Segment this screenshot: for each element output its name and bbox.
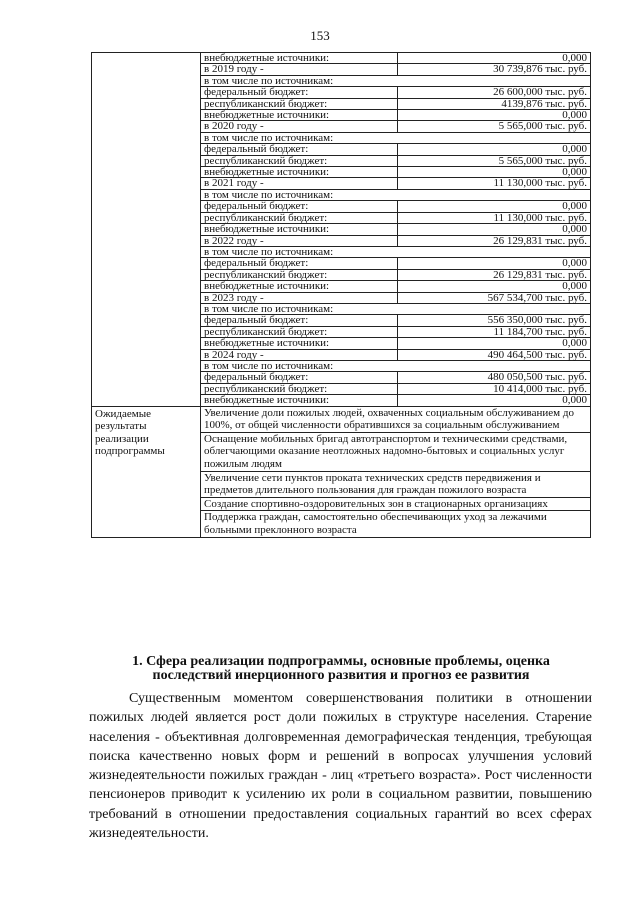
funding-label: республиканский бюджет: [201,326,398,337]
funding-value: 567 534,700 тыс. руб. [398,292,591,303]
funding-label: в 2019 году - [201,64,398,75]
funding-value: 0,000 [398,395,591,406]
funding-label: федеральный бюджет: [201,258,398,269]
funding-label: федеральный бюджет: [201,87,398,98]
funding-value: 480 050,500 тыс. руб. [398,372,591,383]
funding-value: 0,000 [398,110,591,121]
funding-label: федеральный бюджет: [201,201,398,212]
funding-value: 26 600,000 тыс. руб. [398,87,591,98]
funding-value: 11 184,700 тыс. руб. [398,326,591,337]
funding-value: 0,000 [398,53,591,64]
funding-value: 490 464,500 тыс. руб. [398,349,591,360]
funding-label: внебюджетные источники: [201,281,398,292]
funding-value: 4139,876 тыс. руб. [398,98,591,109]
funding-label: республиканский бюджет: [201,269,398,280]
funding-label: в 2022 году - [201,235,398,246]
funding-label: республиканский бюджет: [201,155,398,166]
funding-label: республиканский бюджет: [201,383,398,394]
funding-label: федеральный бюджет: [201,372,398,383]
funding-label: в том числе по источникам: [201,246,591,257]
funding-label: внебюджетные источники: [201,338,398,349]
funding-label: федеральный бюджет: [201,144,398,155]
funding-label: в том числе по источникам: [201,189,591,200]
funding-value: 11 130,000 тыс. руб. [398,178,591,189]
blank-side-cell [92,53,201,407]
funding-value: 30 739,876 тыс. руб. [398,64,591,75]
expected-result-item: Увеличение сети пунктов проката технических средств передвижения и предметов длительного пользования для граждан пожилого возраста [201,471,591,497]
funding-label: внебюджетные источники: [201,395,398,406]
funding-label: в том числе по источникам: [201,303,591,314]
funding-value: 0,000 [398,201,591,212]
funding-value: 0,000 [398,144,591,155]
expected-results-label: Ожидаемые результаты реализации подпрограммы [92,406,201,537]
funding-label: в том числе по источникам: [201,360,591,371]
funding-label: республиканский бюджет: [201,212,398,223]
funding-label: в том числе по источникам: [201,132,591,143]
funding-label: в 2021 году - [201,178,398,189]
funding-value: 26 129,831 тыс. руб. [398,269,591,280]
funding-label: внебюджетные источники: [201,53,398,64]
funding-value: 0,000 [398,167,591,178]
body-paragraph: Существенным моментом совершенствования политики в отношении пожилых людей является рост доли пожилых в структуре населения. Старение населения - объективная долговременная демографическая тенденция, требующая поиска качественно новых форм и решений в вопросах улучшения условий жизнедеятельности пожилых граждан - лиц «третьего возраста». Рост численности пенсионеров приводит к усилению их роли в социальном развитии, повышению требований в отношении предоставления социальных гарантий во всех сферах жизнедеятельности. [89,691,592,842]
funding-value: 26 129,831 тыс. руб. [398,235,591,246]
expected-result-item: Увеличение доли пожилых людей, охваченных социальным обслуживанием до 100%, от общей численности обратившихся за социальным обслуживанием [201,406,591,432]
funding-label: внебюджетные источники: [201,224,398,235]
funding-value: 5 565,000 тыс. руб. [398,155,591,166]
expected-result-item: Поддержка граждан, самостоятельно обеспечивающих уход за лежачими больными преклонного возраста [201,511,591,537]
funding-value: 0,000 [398,224,591,235]
funding-value: 0,000 [398,258,591,269]
funding-label: в 2020 году - [201,121,398,132]
funding-label: в том числе по источникам: [201,75,591,86]
result-row [92,406,591,432]
funding-label: в 2024 году - [201,349,398,360]
section-heading: 1. Сфера реализации подпрограммы, основные проблемы, оценка последствий инерционного развития и прогноз ее развития [132,654,550,683]
funding-table [91,52,591,538]
funding-label: республиканский бюджет: [201,98,398,109]
expected-result-item: Создание спортивно-оздоровительных зон в стационарных организациях [201,497,591,511]
page-number: 153 [310,28,330,43]
funding-label: внебюджетные источники: [201,110,398,121]
funding-label: внебюджетные источники: [201,167,398,178]
funding-value: 0,000 [398,281,591,292]
funding-value: 11 130,000 тыс. руб. [398,212,591,223]
expected-result-item: Оснащение мобильных бригад автотранспортом и техническими средствами, облегчающими оказание неотложных надомно-бытовых и социальных услуг пожилым людям [201,432,591,471]
funding-value: 0,000 [398,338,591,349]
funding-label: в 2023 году - [201,292,398,303]
funding-value: 10 414,000 тыс. руб. [398,383,591,394]
funding-value: 556 350,000 тыс. руб. [398,315,591,326]
funding-row [92,53,591,64]
funding-value: 5 565,000 тыс. руб. [398,121,591,132]
funding-label: федеральный бюджет: [201,315,398,326]
